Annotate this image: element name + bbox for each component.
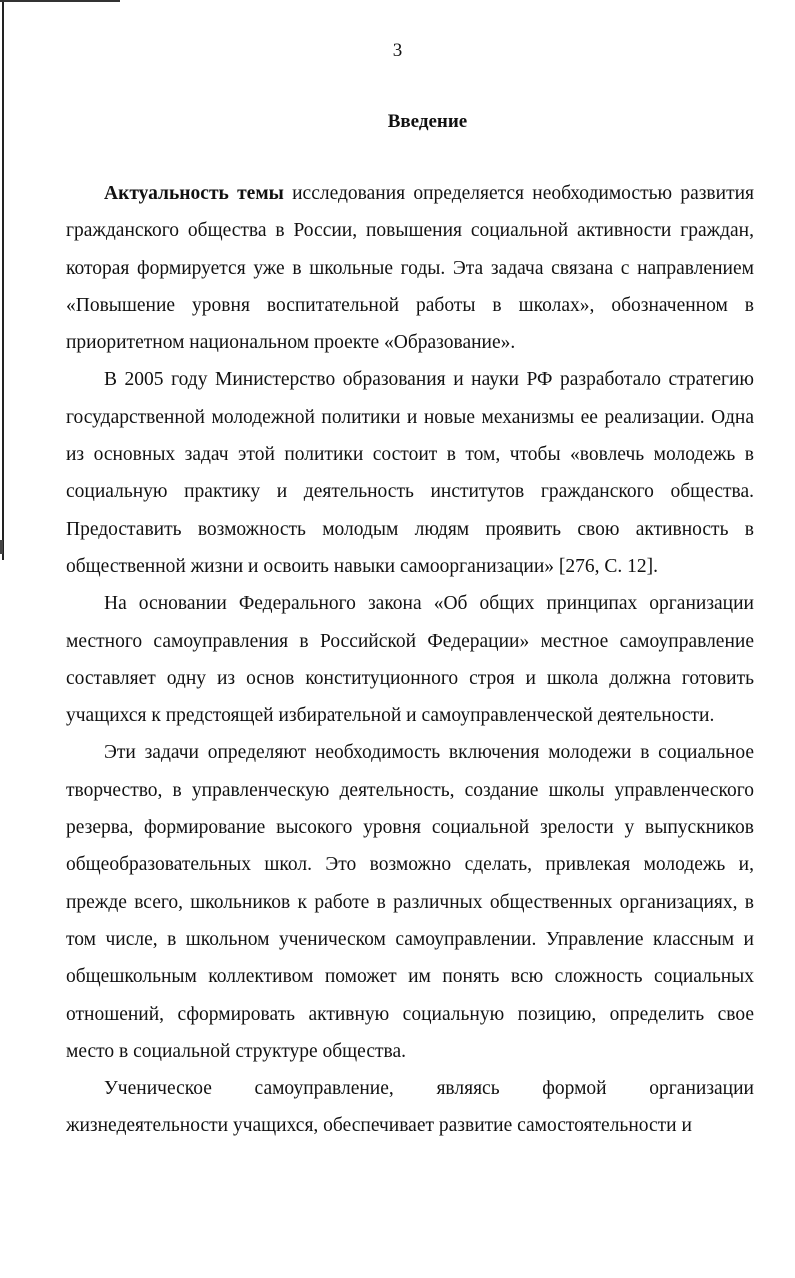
paragraph-relevance (66, 175, 754, 361)
page-number: 3 (392, 40, 403, 61)
paragraph-tasks: Эти задачи определяют необходимость включения молодежи в социальное творчество, в управленческую деятельность, создание школы управленческого резерва, формирование высокого уровня социальной зрелости у выпускников общеобразовательных школ. Это возможно сделать, привлекая молодежь и, прежде всего, школьников к работе в различных общественных организациях, в том числе, в школьном ученическом самоуправлении. Управление классным и общешкольным коллективом поможет им понять всю сложность социальных отношений, сформировать активную социальную позицию, определить свое место в социальной структуре общества. (66, 742, 754, 1062)
scan-border-left (2, 0, 4, 560)
page-title: Введение (387, 111, 468, 132)
paragraph-lead-term: Актуальность темы (104, 183, 284, 204)
document-body (66, 175, 754, 1145)
paragraph-ministry-strategy: В 2005 году Министерство образования и науки РФ разработало стратегию государственной молодежной политики и новые механизмы ее реализации. Одна из основных задач этой политики состоит в том, чтобы «вовлечь молодежь в социальную практику и деятельность институтов гражданского общества. Предоставить возможность молодым людям проявить свою активность в общественной жизни и освоить навыки самоорганизации» [276, С. 12]. (66, 369, 754, 577)
scan-border-top (0, 0, 120, 2)
paragraph-text: исследования определяется необходимостью развития гражданского общества в России, повышения социальной активности граждан, которая формируется уже в школьные годы. Эта задача связана с направлением «Повышение уровня воспитательной работы в школах», обозначенном в приоритетном национальном проекте «Образование». (66, 183, 754, 354)
scan-mark (0, 540, 3, 554)
paragraph-federal-law: На основании Федерального закона «Об общих принципах организации местного самоуправления в Российской Федерации» местное самоуправление составляет одну из основ конституционного строя и школа должна готовить учащихся к предстоящей избирательной и самоуправленческой деятельности. (66, 593, 754, 727)
paragraph-student-self-government: Ученическое самоуправление, являясь формой организации жизнедеятельности учащихся, обеспечивает развитие самостоятельности и (66, 1078, 754, 1137)
